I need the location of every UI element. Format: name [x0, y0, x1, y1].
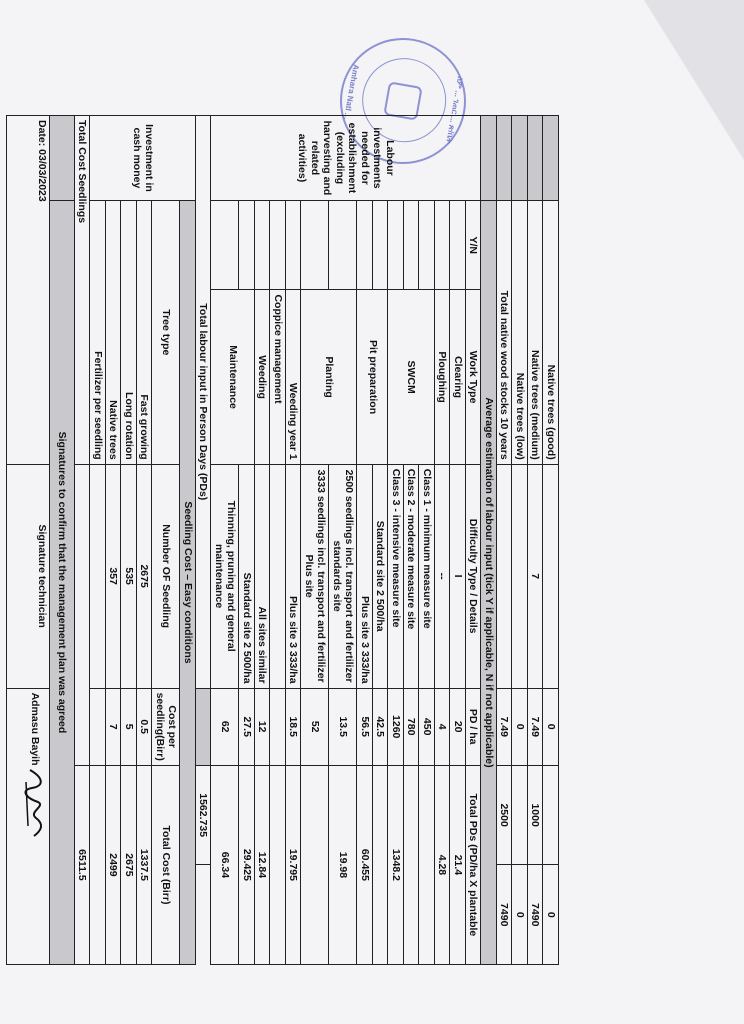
rotated-form	[0, 115, 559, 965]
col-pd-ha: PD / ha	[466, 688, 482, 765]
seedling-row: Long rotation 535 5 2675	[121, 116, 137, 965]
signature-row	[7, 116, 50, 965]
labour-section	[196, 116, 497, 965]
signature-date: Date: 03/03/2023	[7, 116, 50, 465]
seedling-total-value: 6511.5	[75, 765, 91, 964]
labour-row: 3333 seedlings incl. transport and fertilizer Plus site 52	[301, 116, 329, 965]
col-total-pds: Total PDs (PD/ha X plantable	[466, 765, 482, 964]
labour-row: Class 3 - intensive measure site 1260 1348.2	[388, 116, 404, 965]
labour-row: Weeding year 1 Plus site 3 333/ha 18.5 19.795	[286, 116, 302, 965]
labour-row: Maintenance Standard site 2 500/ha 27.5 29.425	[239, 116, 255, 965]
seedling-heading-row	[180, 116, 196, 965]
col-work-type: Work Type	[466, 290, 482, 464]
labour-row: Clearing I 20 21.4	[450, 116, 466, 965]
seedling-total-row	[75, 116, 91, 965]
signature-technician-label: Signature technician	[7, 464, 50, 688]
seedling-section	[75, 116, 196, 965]
handwritten-signature-icon	[22, 768, 48, 838]
col-total-cost: Total Cost (Birr)	[152, 765, 180, 964]
seedling-row: Fertilizer per seedling	[90, 116, 106, 965]
labour-total-label: Total labour input in Person Days (PDs)	[196, 116, 212, 689]
seedling-heading: Seedling Cost – Easy conditions	[180, 200, 196, 964]
labour-section-label: Labour investments needed for establishment (excluding harvesting and related activities)	[211, 116, 481, 201]
labour-row: Thinning, pruning and general maintenance 62 66.34	[211, 116, 239, 965]
stock-row: Native trees (medium) 7 7.49 1000 7490	[528, 116, 544, 965]
signature-heading: Signatures to confirm that the management plan was agreed	[50, 200, 75, 964]
labour-row: SWCM Class 1 - minimum measure site 450	[419, 116, 435, 965]
seedling-row: Fast growing 2675 0.5 1337.5	[137, 116, 153, 965]
signature-section	[7, 116, 75, 965]
seedling-section-label: Investment in cash money	[90, 116, 196, 201]
labour-row: Planting 2500 seedlings incl. transport and fertilizer standards site 13.5 19.98	[329, 116, 357, 965]
stock-section	[497, 116, 559, 965]
labour-heading: Average estimation of labour input (tick Y if applicable, N if not applicable)	[481, 200, 497, 964]
labour-header-row	[466, 116, 482, 965]
labour-row: Ploughing -- 4 4.28	[435, 116, 451, 965]
labour-row: Coppice management	[270, 116, 286, 965]
stock-row: Native trees (good) 0 0	[543, 116, 559, 965]
labour-row: Pit preparation Standard site 2 500/ha 42.5	[373, 116, 389, 965]
seedling-total-label: Total Cost Seedlings	[75, 116, 91, 465]
stock-label: Native trees (medium)	[528, 200, 544, 464]
labour-heading-row	[481, 116, 497, 965]
stamp-top-text: ለም ... ገጠር ... ጽ/ቤት	[444, 75, 466, 145]
stamp-bottom-text: Amhara Natl ...	[342, 63, 361, 121]
stock-total-label: Total native wood stocks 10 years	[497, 200, 513, 464]
labour-total-row	[196, 116, 212, 965]
seedling-row: Native trees 357 7 2499	[106, 116, 122, 965]
management-plan-table	[6, 115, 559, 965]
labour-row: Weeding All sites similar 12 12.84	[255, 116, 271, 965]
col-difficulty: Difficulty Type / Details	[466, 464, 482, 688]
labour-total-value: 1562.735	[196, 765, 212, 865]
signature-heading-row	[50, 116, 75, 965]
stock-total-row: Total native wood stocks 10 years 7.49 2500 7490	[497, 116, 513, 965]
labour-row: Plus site 3 333/ha 56.5 60.455	[357, 116, 373, 965]
labour-row: Class 2 - moderate measure site 780	[404, 116, 420, 965]
seedling-header-row	[152, 116, 180, 965]
page-fold-corner	[644, 0, 744, 160]
col-number: Number OF Seedling	[152, 464, 180, 688]
stock-label: Native trees (low)	[512, 200, 528, 464]
stock-row: Native trees (low) 0 0	[512, 116, 528, 965]
technician-name: Admasu Bayih	[29, 692, 42, 766]
stock-label: Native trees (good)	[543, 200, 559, 464]
col-cost: Cost per seedling(Birr)	[152, 688, 180, 765]
col-yn: Y/N	[466, 200, 482, 290]
col-tree-type: Tree type	[152, 200, 180, 464]
